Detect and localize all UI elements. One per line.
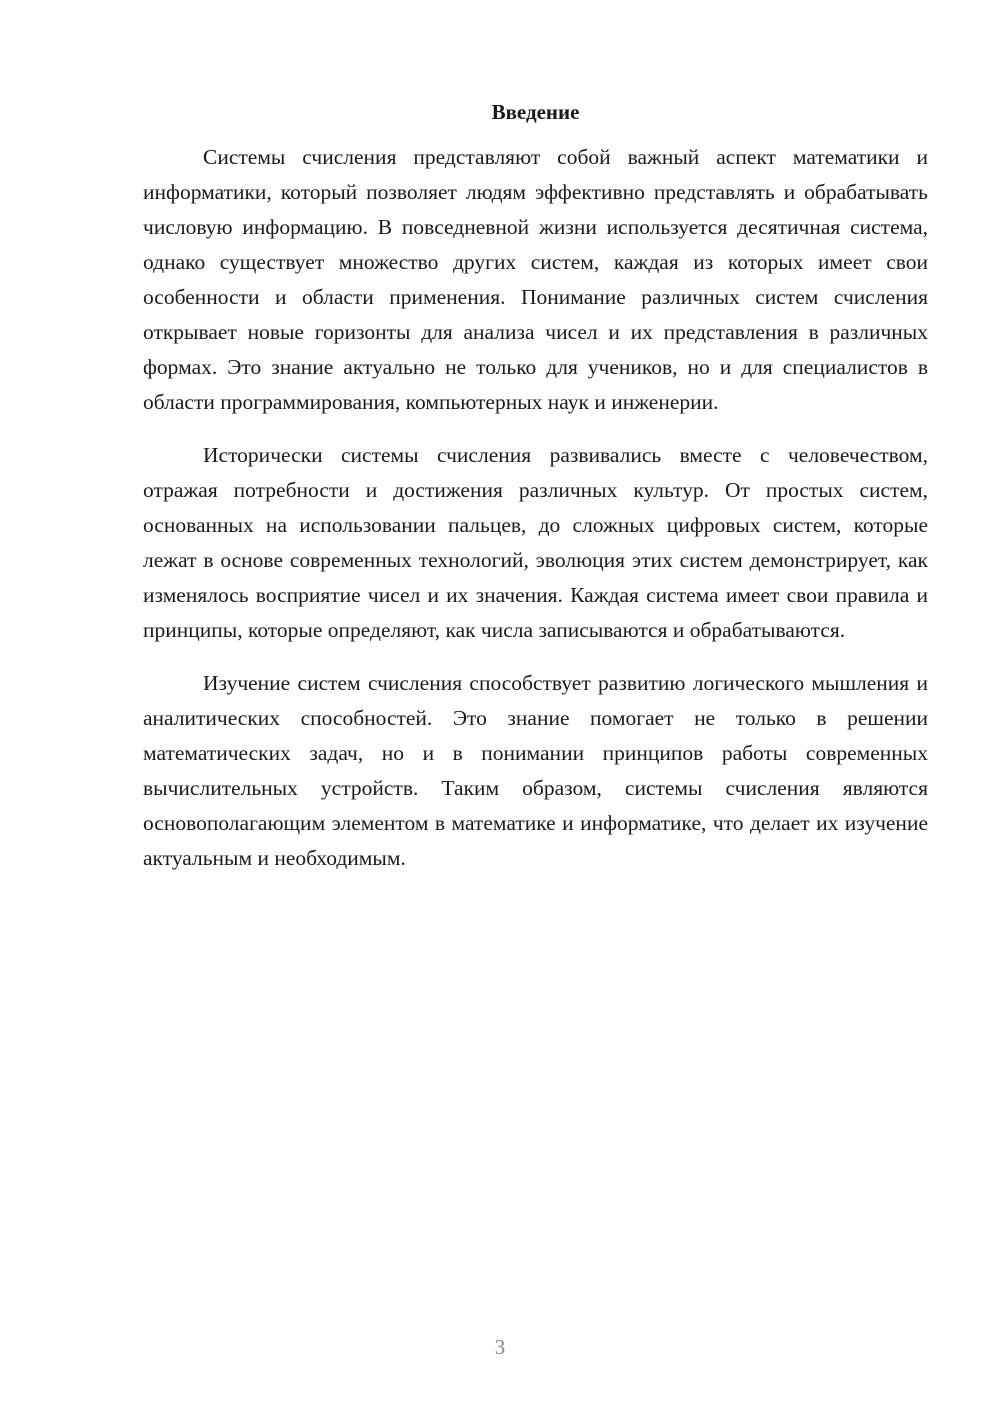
page-content (143, 98, 928, 876)
paragraph-2: Исторически системы счисления развивались вместе с человечеством, отражая потребности и достижения различных культур. От простых систем, основанных на использовании пальцев, до сложных цифровых систем, которые лежат в основе современных технологий, эволюция этих систем демонстрирует, как изменялось восприятие чисел и их значения. Каждая система имеет свои правила и принципы, которые определяют, как числа записываются и обрабатываются. (143, 443, 928, 642)
page-number: 3 (494, 1335, 506, 1359)
paragraph-1: Системы счисления представляют собой важный аспект математики и информатики, который позволяет людям эффективно представлять и обрабатывать числовую информацию. В повседневной жизни используется десятичная система, однако существует множество других систем, каждая из которых имеет свои особенности и области применения. Понимание различных систем счисления открывает новые горизонты для анализа чисел и их представления в различных формах. Это знание актуально не только для учеников, но и для специалистов в области программирования, компьютерных наук и инженерии. (143, 145, 928, 414)
paragraph-3: Изучение систем счисления способствует развитию логического мышления и аналитических способностей. Это знание помогает не только в решении математических задач, но и в понимании принципов работы современных вычислительных устройств. Таким образом, системы счисления являются основополагающим элементом в математике и информатике, что делает их изучение актуальным и необходимым. (143, 671, 928, 870)
section-title: Введение (491, 100, 580, 124)
